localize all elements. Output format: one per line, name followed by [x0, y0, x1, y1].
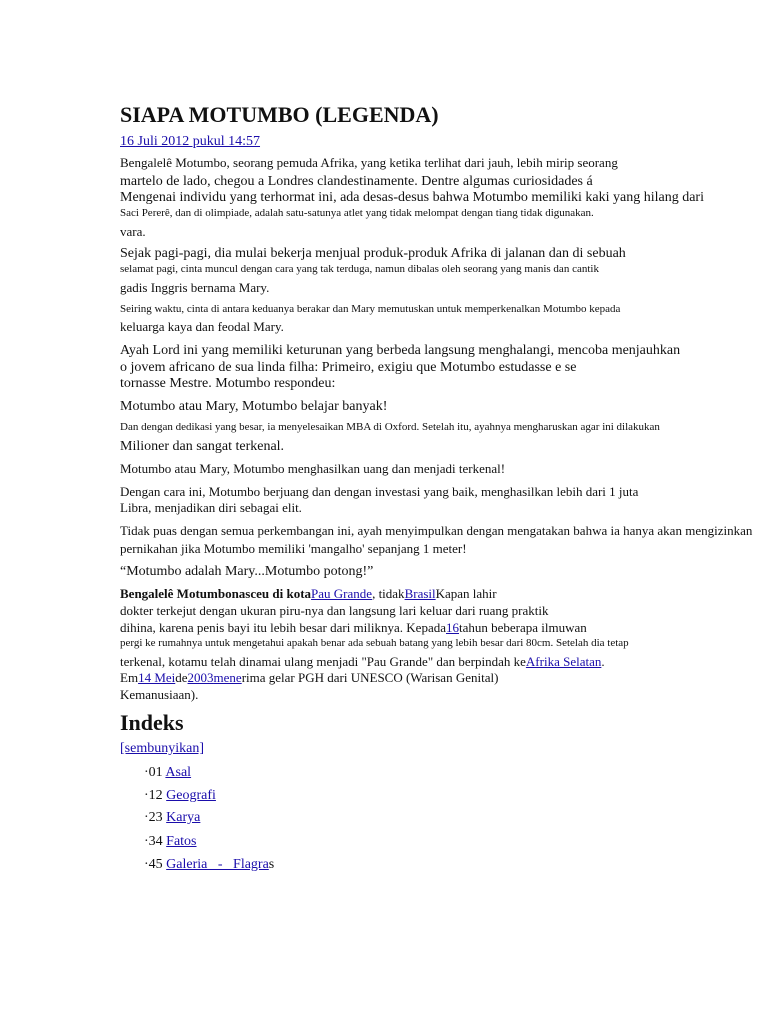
index-num: ·34 [144, 834, 163, 849]
index-num: ·23 [144, 810, 163, 825]
index-item[interactable] [144, 788, 216, 804]
em-text-3: rima gelar PGH dari UNESCO (Warisan Genital) [241, 670, 499, 685]
text-line: Bengalelê Motumbo, seorang pemuda Afrika, yang ketika terlihat dari jauh, lebih mirip seorang [120, 155, 618, 170]
index-num: ·01 [144, 765, 163, 780]
terkenal-text: terkenal, kotamu telah dinamai ulang menjadi "Pau Grande" dan berpindah ke [120, 654, 526, 669]
index-num: ·45 [144, 857, 163, 872]
text-line: Dan dengan dedikasi yang besar, ia menyelesaikan MBA di Oxford. Setelah itu, ayahnya mengharuskan agar ini dilakukan [120, 421, 660, 433]
text-line: o jovem africano de sua linda filha: Primeiro, exigiu que Motumbo estudasse e se [120, 360, 577, 375]
text-line: Kemanusiaan). [120, 687, 199, 702]
kepada-line [120, 621, 587, 636]
text-line: Seiring waktu, cinta di antara keduanya berakar dan Mary memutuskan untuk memperkenalkan Motumbo kepada [120, 303, 621, 315]
text-line: vara. [120, 224, 146, 239]
text-line: Dengan cara ini, Motumbo berjuang dan dengan investasi yang baik, menghasilkan lebih dari 1 juta [120, 484, 639, 499]
kepada-text-2: tahun beberapa ilmuwan [458, 620, 587, 635]
link-brasil[interactable]: Brasil [404, 586, 436, 601]
birth-bold: Bengalelê Motumbonasceu di kota [120, 586, 312, 601]
birth-line [120, 587, 497, 602]
link-2003[interactable]: 2003 [187, 670, 214, 685]
index-item[interactable] [144, 834, 197, 850]
text-line: Motumbo atau Mary, Motumbo belajar banyak! [120, 399, 388, 414]
index-item[interactable] [144, 810, 200, 826]
index-item[interactable] [144, 765, 191, 781]
birth-text-2: Kapan lahir [435, 586, 497, 601]
article-title: SIAPA MOTUMBO (LEGENDA) [120, 102, 439, 127]
terkenal-text-2: . [601, 654, 605, 669]
text-line: dokter terkejut dengan ukuran piru-nya dan langsung lari keluar dari ruang praktik [120, 603, 549, 618]
index-link-geografi[interactable]: Geografi [166, 788, 216, 803]
link-mene[interactable]: mene [213, 670, 242, 685]
kepada-text: dihina, karena penis bayi itu lebih besar dari miliknya. Kepada [120, 620, 446, 635]
text-line: Sejak pagi-pagi, dia mulai bekerja menjual produk-produk Afrika di jalanan dan di sebuah [120, 246, 626, 261]
text-line: “Motumbo adalah Mary...Motumbo potong!” [120, 564, 374, 579]
text-line: Motumbo atau Mary, Motumbo menghasilkan uang dan menjadi terkenal! [120, 461, 506, 476]
index-link-fatos[interactable]: Fatos [166, 834, 197, 849]
index-item[interactable] [144, 857, 274, 873]
index-link-galeria-flagras[interactable]: Galeria - Flagra [166, 857, 269, 872]
link-16[interactable]: 16 [445, 620, 459, 635]
birth-text: , tidak [372, 586, 405, 601]
text-line: Libra, menjadikan diri sebagai elit. [120, 500, 302, 515]
index-suffix: s [268, 857, 275, 872]
index-heading: Indeks [120, 710, 184, 735]
text-line: Saci Pererê, dan di olimpiade, adalah satu-satunya atlet yang tidak melompat dengan tiang tidak digunakan. [120, 207, 594, 219]
index-link-asal[interactable]: Asal [165, 765, 192, 780]
index-num: ·12 [144, 788, 163, 803]
em-line [120, 671, 498, 686]
text-line: Mengenai individu yang terhormat ini, ada desas-desus bahwa Motumbo memiliki kaki yang hilang dari [120, 190, 704, 205]
terkenal-line [120, 655, 605, 670]
text-line: selamat pagi, cinta muncul dengan cara yang tak terduga, namun dibalas oleh seorang yang manis dan cantik [120, 263, 599, 275]
text-line: pergi ke rumahnya untuk mengetahui apakah benar ada sebuah batang yang lebih besar dari 80cm. Setelah dia tetap [120, 637, 629, 649]
text-line: Milioner dan sangat terkenal. [120, 439, 285, 454]
text-line: gadis Inggris bernama Mary. [120, 280, 270, 295]
link-14-mei[interactable]: 14 Mei [138, 670, 176, 685]
link-afrika-selatan[interactable]: Afrika Selatan [525, 654, 602, 669]
text-line: Tidak puas dengan semua perkembangan ini, ayah menyimpulkan dengan mengatakan bahwa ia hanya akan mengizinkan [120, 523, 753, 538]
link-pau-grande[interactable]: Pau Grande [311, 586, 373, 601]
index-link-karya[interactable]: Karya [166, 810, 201, 825]
text-line: tornasse Mestre. Motumbo respondeu: [120, 376, 336, 391]
text-line: martelo de lado, chegou a Londres clandestinamente. Dentre algumas curiosidades á [120, 174, 593, 189]
date-link[interactable]: 16 Juli 2012 pukul 14:57 [120, 134, 261, 149]
text-line: Ayah Lord ini yang memiliki keturunan yang berbeda langsung menghalangi, mencoba menjauhkan [120, 343, 681, 358]
toggle-index-link[interactable]: [sembunyikan] [120, 741, 204, 756]
text-line: keluarga kaya dan feodal Mary. [120, 319, 284, 334]
em-text-2: de [175, 670, 188, 685]
em-text: Em [120, 670, 139, 685]
text-line: pernikahan jika Motumbo memiliki 'mangalho' sepanjang 1 meter! [120, 541, 467, 556]
